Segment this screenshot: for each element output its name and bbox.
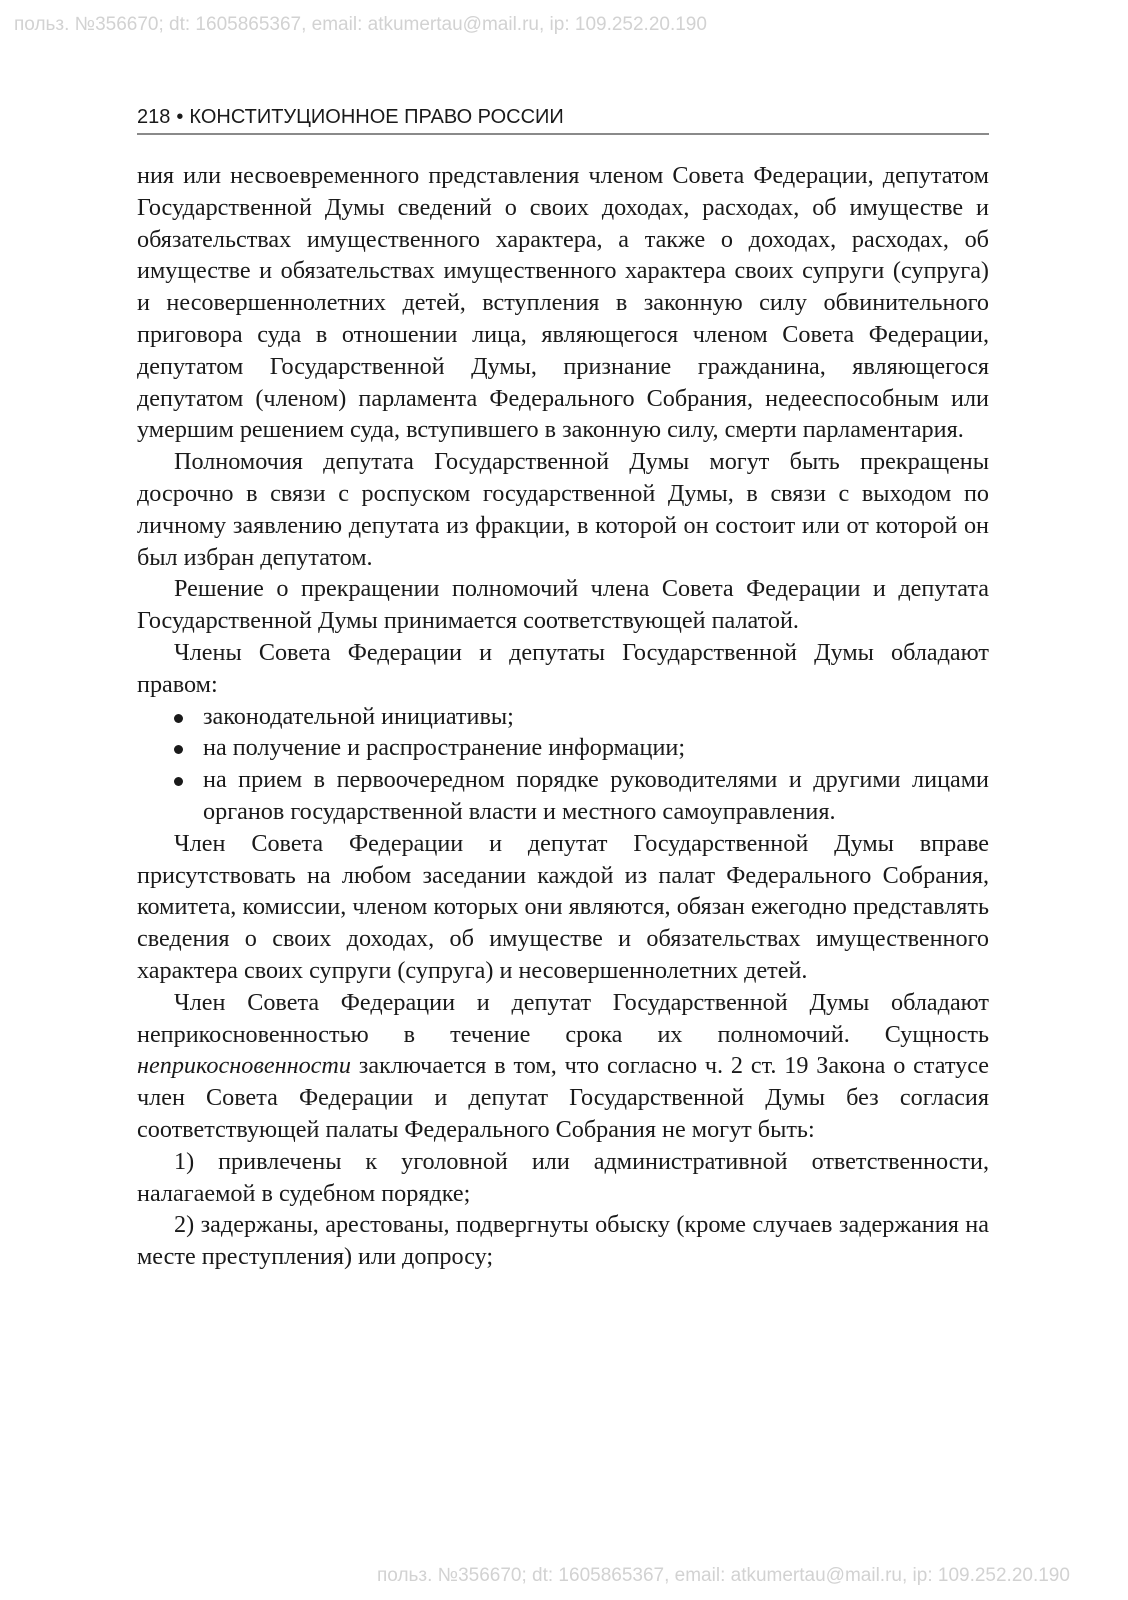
page-number: 218 (137, 106, 171, 128)
immunity-text-start: Член Совета Федерации и депутат Государственной Думы обладают неприкосновенностью в течение срока их полномочий. Сущность (137, 988, 989, 1048)
page-body (137, 160, 989, 1273)
header-bullet: • (176, 106, 184, 128)
list-item-text: на прием в первоочередном порядке руководителями и другими лицами органов государственной власти и местного самоуправления. (203, 766, 989, 825)
numbered-item-2: 2) задержаны, арестованы, подвергнуты обыску (кроме случаев задержания на месте преступления) или допросу; (137, 1211, 989, 1271)
list-item (137, 732, 989, 764)
running-head (137, 106, 989, 135)
paragraph-continued: ния или несвоевременного представления членом Совета Федерации, депутатом Государственной Думы сведений о своих доходах, расходах, об имуществе и обязательствах имущественного характера, а также о доходах, расходах, об имуществе и обязательствах имущественного характера своих супруги (супруга) и несовершеннолетних детей, вступления в законную силу обвинительного приговора суда в отношении лица, являющегося членом Совета Федерации, депутатом Государственной Думы, признание гражданина, являющегося депутатом (членом) парламента Федерального Собрания, недееспособным или умершим решением суда, вступившего в законную силу, смерти парламентария. (137, 162, 989, 444)
paragraph-immunity (137, 987, 989, 1146)
list-item (137, 764, 989, 828)
watermark-bottom: польз. №356670; dt: 1605865367, email: atkumertau@mail.ru, ip: 109.252.20.190 (377, 1565, 1070, 1586)
list-item (137, 701, 989, 733)
paragraph-rights-intro: Члены Совета Федерации и депутаты Государственной Думы обладают правом: (137, 638, 989, 698)
watermark-top: польз. №356670; dt: 1605865367, email: atkumertau@mail.ru, ip: 109.252.20.190 (14, 14, 707, 35)
paragraph-attendance: Член Совета Федерации и депутат Государственной Думы вправе присутствовать на любом заседании каждой из палат Федерального Собрания, комитета, комиссии, членом которых они являются, обязан ежегодно представлять сведения о своих доходах, об имуществе и обязательствах имущественного характера своих супруги (супруга) и несовершеннолетних детей. (137, 829, 989, 984)
list-item-text: законодательной инициативы; (203, 702, 514, 730)
bullet-icon (174, 745, 183, 754)
book-title: КОНСТИТУЦИОННОЕ ПРАВО РОССИИ (189, 106, 564, 128)
rights-list (137, 701, 989, 828)
list-item-text: на получение и распространение информации; (203, 734, 686, 762)
paragraph-early-termination: Полномочия депутата Государственной Думы могут быть прекращены досрочно в связи с роспуском государственной Думы, в связи с выходом по личному заявлению депутата из фракции, в которой он состоит или от которой он был избран депутатом. (137, 448, 989, 571)
numbered-item-1: 1) привлечены к уголовной или административной ответственности, налагаемой в судебном порядке; (137, 1147, 989, 1207)
bullet-icon (174, 714, 183, 723)
immunity-term: неприкосновенности (137, 1052, 351, 1080)
immunity-text-end: заключается в том, что согласно ч. 2 ст. 19 Закона о статусе член Совета Федерации и депутат Государственной Думы без согласия соответствующей палаты Федерального Собрания не могут быть: (137, 1052, 989, 1143)
paragraph-decision: Решение о прекращении полномочий члена Совета Федерации и депутата Государственной Думы принимается соответствующей палатой. (137, 575, 989, 635)
bullet-icon (174, 777, 183, 786)
